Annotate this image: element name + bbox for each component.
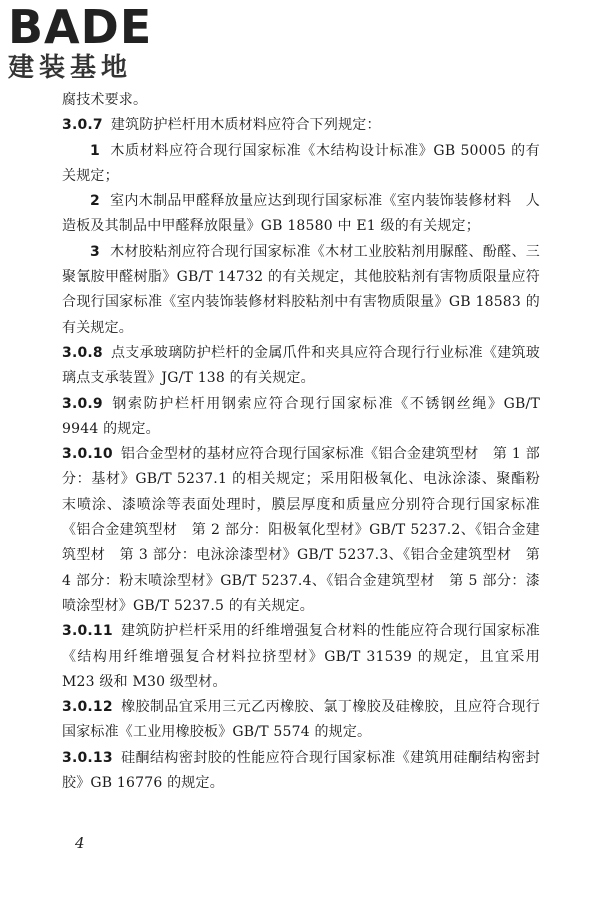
item-number: 3 bbox=[90, 243, 100, 260]
logo-wordmark: BADE bbox=[8, 0, 153, 54]
paragraph-text: 腐技术要求。 bbox=[62, 92, 148, 108]
clause-text: 建筑防护栏杆用木质材料应符合下列规定： bbox=[110, 117, 381, 134]
clause-3-0-9 bbox=[62, 392, 540, 443]
item-text: 木材胶粘剂应符合现行国家标准《木材工业胶粘剂用脲醛、酚醛、三聚氰胺甲醛树脂》GB/T 14732 的有关规定，其他胶粘剂有害物质限量应符合现行国家标准《室内装饰装修材料胶粘剂中有害物质限量》GB 18583 的有关规定。 bbox=[62, 243, 540, 336]
clause-number: 3.0.10 bbox=[62, 446, 113, 463]
clause-3-0-13 bbox=[62, 746, 540, 797]
item-number: 2 bbox=[90, 193, 100, 210]
logo-subtitle: 建装基地 bbox=[8, 53, 133, 83]
clause-3-0-7-item-1 bbox=[62, 139, 540, 190]
clause-3-0-8 bbox=[62, 341, 540, 392]
clause-text: 铝合金型材的基材应符合现行国家标准《铝合金建筑型材 第 1 部分：基材》GB/T 5237.1 的相关规定；采用阳极氧化、电泳涂漆、聚酯粉末喷涂、漆喷涂等表面处理时，膜层厚度和质量应分别符合现行国家标准《铝合金建筑型材 第 2 部分：阳极氧化型材》GB/T 5237.2、《铝合金建筑型材 第 3 部分：电泳涂漆型材》GB/T 5237.3、《铝合金建筑型材 第 4 部分：粉末喷涂型材》GB/T 5237.4、《铝合金建筑型材 第 5 部分：漆喷涂型材》GB/T 5237.5 的有关规定。 bbox=[62, 446, 540, 614]
document-body bbox=[62, 88, 540, 796]
clause-3-0-7 bbox=[62, 113, 540, 138]
item-text: 室内木制品甲醛释放量应达到现行国家标准《室内装饰装修材料 人造板及其制品中甲醛释放限量》GB 18580 中 E1 级的有关规定； bbox=[62, 193, 540, 235]
clause-number: 3.0.9 bbox=[62, 395, 103, 412]
bade-logo bbox=[8, 0, 178, 88]
clause-3-0-12 bbox=[62, 695, 540, 746]
clause-text: 建筑防护栏杆采用的纤维增强复合材料的性能应符合现行国家标准《结构用纤维增强复合材料拉挤型材》GB/T 31539 的规定，且宜采用 M23 级和 M30 级型材。 bbox=[62, 623, 540, 690]
page-number: 4 bbox=[75, 834, 85, 852]
item-number: 1 bbox=[90, 142, 100, 159]
clause-3-0-7-item-3 bbox=[62, 240, 540, 341]
paragraph-continuation bbox=[62, 88, 540, 113]
clause-text: 点支承玻璃防护栏杆的金属爪件和夹具应符合现行行业标准《建筑玻璃点支承装置》JG/T 138 的有关规定。 bbox=[62, 344, 540, 387]
clause-3-0-10 bbox=[62, 442, 540, 619]
clause-number: 3.0.7 bbox=[62, 117, 103, 134]
clause-3-0-7-item-2 bbox=[62, 189, 540, 240]
clause-text: 硅酮结构密封胶的性能应符合现行国家标准《建筑用硅酮结构密封胶》GB 16776 的规定。 bbox=[62, 749, 540, 792]
clause-number: 3.0.13 bbox=[62, 749, 113, 766]
clause-number: 3.0.12 bbox=[62, 699, 113, 716]
clause-number: 3.0.8 bbox=[62, 344, 103, 361]
clause-number: 3.0.11 bbox=[62, 623, 113, 640]
item-text: 木质材料应符合现行国家标准《木结构设计标准》GB 50005 的有关规定； bbox=[62, 142, 540, 184]
clause-text: 橡胶制品宜采用三元乙丙橡胶、氯丁橡胶及硅橡胶，且应符合现行国家标准《工业用橡胶板》GB/T 5574 的规定。 bbox=[62, 699, 540, 741]
clause-text: 钢索防护栏杆用钢索应符合现行国家标准《不锈钢丝绳》GB/T 9944 的规定。 bbox=[62, 395, 540, 437]
clause-3-0-11 bbox=[62, 619, 540, 695]
